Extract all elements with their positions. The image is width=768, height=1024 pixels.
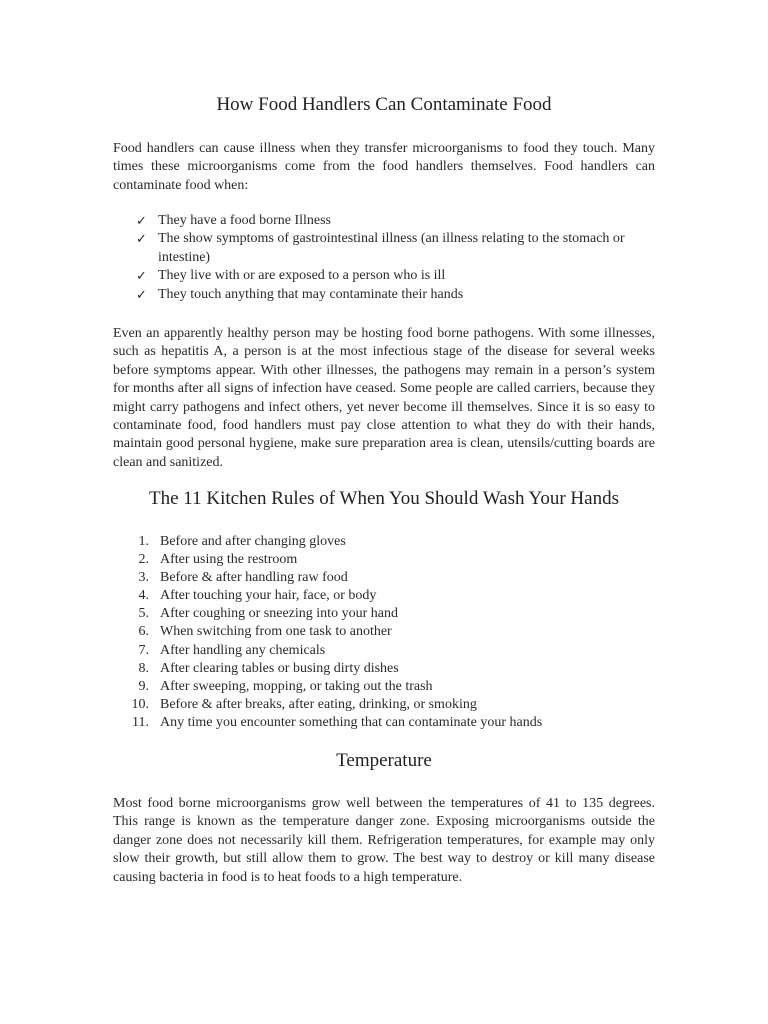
list-item-text: They touch anything that may contaminate their hands	[158, 286, 464, 302]
list-number: 2.	[138, 552, 149, 568]
list-number: 9.	[138, 678, 149, 694]
checkmark-icon: ✓	[136, 213, 147, 228]
list-item	[113, 569, 655, 587]
list-number: 10.	[131, 696, 149, 712]
list-item	[113, 587, 655, 605]
list-item-text: They have a food borne Illness	[158, 213, 331, 228]
temperature-paragraph: Most food borne microorganisms grow well between the temperatures of 41 to 135 degrees. This range is known as the temperature danger zone. Exposing microorganisms outside the danger zone does not necessarily kill them. Refrigeration temperatures, for example may only slow their growth, but still allow them to grow. The best way to destroy or kill many disease causing bacteria in food is to heat foods to a high temperature.	[113, 796, 655, 885]
healthy-carrier-paragraph: Even an apparently healthy person may be hosting food borne pathogens. With some illnesses, such as hepatitis A, a person is at the most infectious stage of the disease for several weeks before symptoms appear. With other illnesses, the pathogens may remain in a person’s system for months after all signs of infection have ceased. Some people are called carriers, because they might carry pathogens and infect others, yet never become ill themselves. Since it is so easy to contaminate food, food handlers must pay close attention to what they do with their hands, maintain good personal hygiene, make sure preparation area is clean, utensils/cutting boards are clean and sanitized.	[113, 326, 655, 470]
checkmark-icon: ✓	[136, 231, 147, 247]
list-item-text: After handling any chemicals	[160, 642, 326, 658]
list-item	[113, 660, 655, 678]
list-item	[113, 696, 655, 714]
list-item	[113, 605, 655, 623]
checkmark-icon: ✓	[136, 268, 147, 284]
list-number: 5.	[138, 606, 149, 622]
list-item	[113, 230, 655, 267]
list-item-text: After clearing tables or busing dirty dishes	[160, 660, 399, 676]
list-item	[113, 533, 655, 551]
list-item-text: When switching from one task to another	[160, 624, 392, 640]
list-item-text: Before & after handling raw food	[160, 570, 348, 586]
list-item	[113, 714, 655, 732]
list-number: 1.	[138, 534, 149, 549]
list-number: 11.	[132, 714, 149, 730]
contamination-causes-list	[113, 212, 655, 304]
list-number: 8.	[138, 660, 149, 676]
list-item-text: After using the restroom	[160, 552, 298, 568]
list-item	[113, 212, 655, 230]
checkmark-icon: ✓	[136, 286, 147, 302]
list-item	[113, 286, 655, 304]
list-item-text: After sweeping, mopping, or taking out the trash	[160, 678, 433, 694]
list-item-text: The show symptoms of gastrointestinal illness (an illness relating to the stomach or intestine)	[158, 231, 625, 265]
list-item-text: After touching your hair, face, or body	[160, 588, 377, 604]
list-item-text: After coughing or sneezing into your hand	[160, 606, 398, 622]
list-item	[113, 642, 655, 660]
list-number: 4.	[138, 588, 149, 604]
list-item	[113, 678, 655, 696]
list-item-text: Before and after changing gloves	[160, 534, 346, 549]
heading-hand-washing-rules: The 11 Kitchen Rules of When You Should Wash Your Hands	[149, 488, 619, 509]
heading-contaminate-food: How Food Handlers Can Contaminate Food	[216, 94, 552, 115]
heading-temperature: Temperature	[336, 750, 432, 771]
list-item-text: Any time you encounter something that can contaminate your hands	[160, 714, 543, 730]
list-number: 3.	[138, 570, 149, 586]
list-item-text: They live with or are exposed to a person who is ill	[158, 268, 446, 284]
hand-washing-rules-list	[113, 533, 655, 732]
list-number: 7.	[138, 642, 149, 658]
list-item	[113, 551, 655, 569]
intro-paragraph: Food handlers can cause illness when they transfer microorganisms to food they touch. Many times these microorganisms come from the food handlers themselves. Food handlers can contaminate food when:	[113, 141, 655, 193]
list-item-text: Before & after breaks, after eating, drinking, or smoking	[160, 696, 477, 712]
list-number: 6.	[138, 624, 149, 640]
list-item	[113, 267, 655, 285]
list-item	[113, 623, 655, 641]
